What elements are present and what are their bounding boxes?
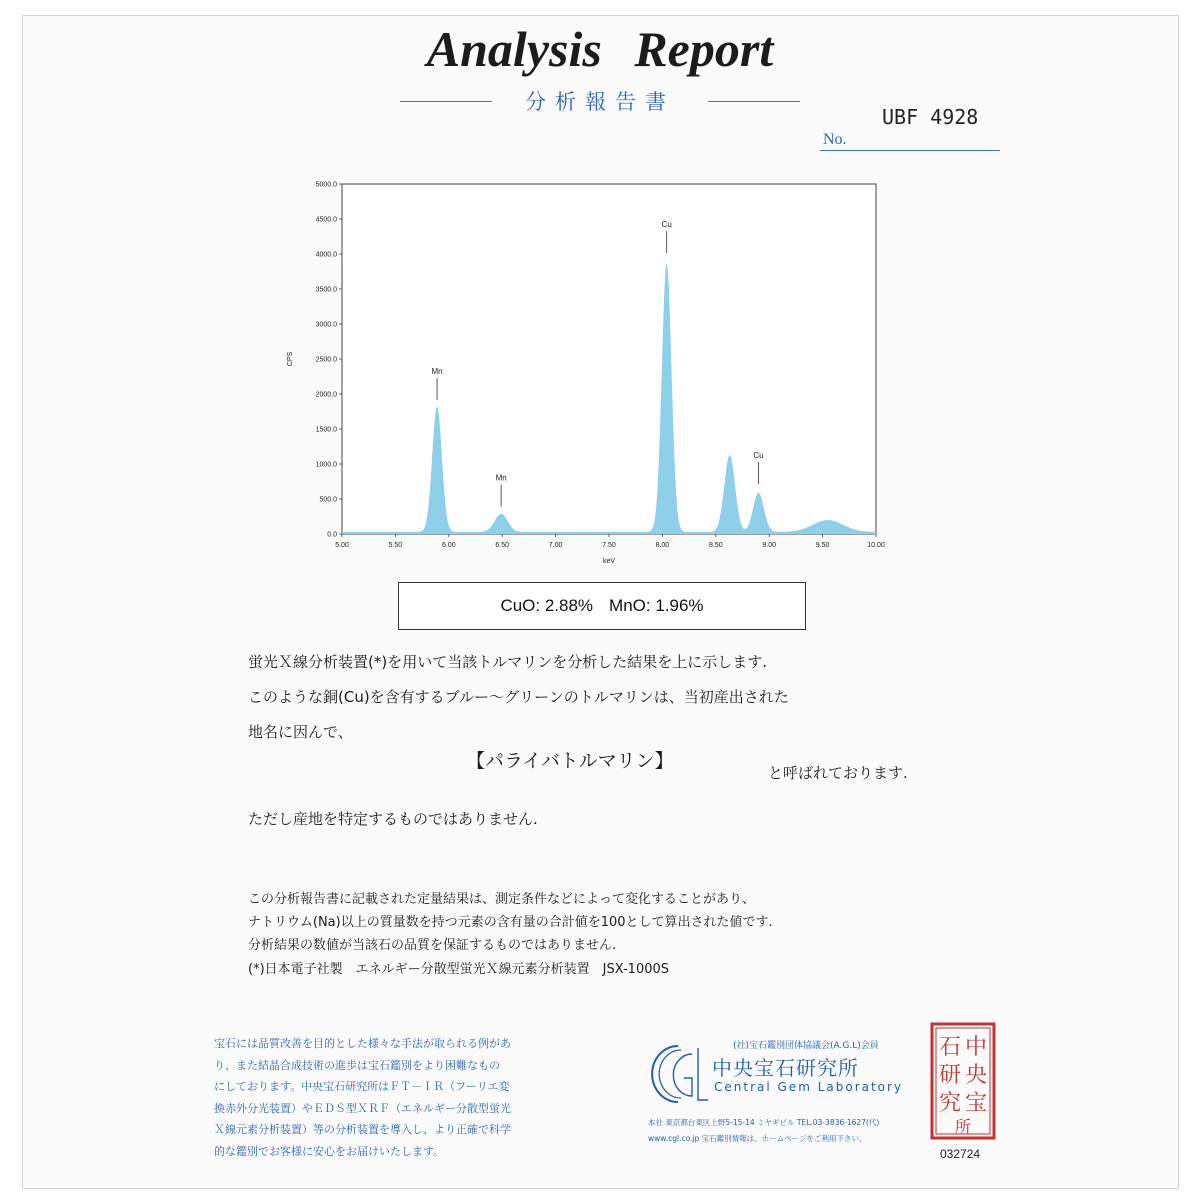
red-seal-stamp	[930, 1022, 996, 1140]
body-line-2: このような銅(Cu)を含有するブルー〜グリーンのトルマリンは、当初産出された	[248, 688, 789, 706]
y-tick-label: 1000.0	[315, 461, 337, 469]
peak-label: Cu	[753, 451, 764, 460]
body-line-1: 蛍光Ｘ線分析装置(*)を用いて当該トルマリンを分析した結果を上に示します.	[248, 653, 767, 671]
x-tick-label: 9.00	[762, 542, 777, 549]
body-line-4: と呼ばれております.	[768, 764, 908, 782]
disclaimer-footnote	[214, 1033, 511, 1162]
subtitle-rule-right	[708, 101, 800, 102]
x-tick-label: 6.00	[441, 542, 456, 549]
peak-label: Mn	[431, 367, 443, 376]
y-tick-label: 4500.0	[315, 216, 337, 224]
y-axis-ticks	[316, 182, 342, 539]
y-tick-label: 4000.0	[315, 251, 337, 259]
svg-text:究: 究	[938, 1091, 962, 1116]
y-tick-label: 2000.0	[315, 391, 337, 399]
x-tick-label: 7.50	[602, 542, 616, 549]
x-tick-label: 5.50	[388, 542, 403, 549]
x-tick-label: 6.50	[495, 542, 510, 549]
y-tick-label: 2500.0	[315, 356, 337, 364]
note-line-3: 分析結果の数値が当該石の品質を保証するものではありません.	[248, 938, 617, 953]
y-tick-label: 5000.0	[315, 181, 337, 189]
lab-name: 中央宝石研究所	[712, 1056, 859, 1080]
cuo-result: CuO: 2.88%	[500, 596, 594, 615]
footnote-line: 的な鑑別でお客様に安心をお届けいたします。	[214, 1144, 445, 1158]
y-axis-label: CPS	[287, 351, 294, 367]
x-tick-label: 10.00	[867, 542, 885, 549]
lab-address: 本社 東京都台東区上野5-15-14 ミヤギビル TEL.03-3836-1627(代)	[648, 1118, 880, 1127]
agl-member-label: (社)宝石鑑別団体協議会(A.G.L)会員	[733, 1041, 879, 1051]
footnote-line: Ｘ線元素分析装置）等の分析装置を導入し、より正確で科学	[214, 1123, 511, 1136]
footnote-line: にしております。中央宝石研究所はＦＴ－ＩＲ（フーリエ変	[214, 1080, 510, 1093]
y-tick-label: 500.0	[319, 496, 337, 504]
footnote-line: 換赤外分光装置）やＥＤＳ型ＸＲＦ（エネルギー分散型蛍光	[214, 1101, 511, 1115]
mno-result: MnO: 1.96%	[609, 596, 704, 615]
composition-result-box	[398, 582, 806, 630]
x-axis-label: keV	[602, 558, 616, 565]
y-tick-label: 1500.0	[315, 426, 337, 434]
plot-frame	[342, 184, 876, 534]
report-subtitle: 分析報告書	[525, 90, 675, 114]
y-tick-label: 0.0	[327, 531, 337, 539]
note-line-1: この分析報告書に記載された定量結果は、測定条件などによって変化することがあり、	[248, 892, 756, 907]
x-tick-label: 5.00	[335, 542, 349, 549]
xrf-spectrum-chart	[280, 176, 900, 576]
cgl-logo	[648, 1040, 710, 1108]
x-axis-ticks	[335, 534, 885, 549]
body-line-3: 地名に因んで、	[248, 723, 353, 741]
lab-website: www.cgl.co.jp 宝石鑑別情報は、ホームページをご利用下さい。	[648, 1134, 867, 1143]
report-number-label: No.	[823, 131, 847, 148]
x-tick-label: 8.00	[655, 542, 670, 549]
report-title: Analysis Report	[426, 21, 774, 77]
peak-label: Mn	[495, 473, 507, 483]
y-tick-label: 3000.0	[315, 321, 337, 329]
footnote-line: 宝石には品質改善を目的とした様々な手法が取られる例があ	[214, 1037, 511, 1050]
report-number-rule	[820, 150, 1000, 151]
svg-text:央: 央	[964, 1063, 988, 1088]
svg-text:所: 所	[954, 1117, 972, 1136]
body-line-5: ただし産地を特定するものではありません.	[248, 810, 538, 828]
svg-text:中: 中	[964, 1035, 988, 1060]
serial-number: 032724	[940, 1147, 981, 1161]
gem-name: 【パライバトルマリン】	[466, 750, 674, 772]
svg-text:宝: 宝	[964, 1091, 988, 1116]
lab-name-english: Central Gem Laboratory	[714, 1080, 904, 1094]
chart-frame	[342, 184, 876, 534]
peak-label: Cu	[661, 220, 672, 229]
note-line-2: ナトリウム(Na)以上の質量数を持つ元素の含有量の合計値を100として算出された値です.	[248, 915, 773, 930]
y-tick-label: 3500.0	[315, 286, 337, 294]
svg-text:研: 研	[938, 1063, 962, 1088]
x-tick-label: 9.50	[815, 542, 830, 549]
subtitle-row	[400, 86, 800, 116]
footnote-line: り、また結晶合成技術の進歩は宝石鑑別をより困難なもの	[214, 1058, 500, 1072]
note-line-4: (*)日本電子社製 エネルギー分散型蛍光Ｘ線元素分析装置 JSX-1000S	[248, 962, 670, 977]
x-tick-label: 8.50	[708, 542, 723, 549]
report-number: UBF 4928	[882, 105, 979, 129]
x-tick-label: 7.00	[548, 542, 563, 549]
svg-text:石: 石	[938, 1035, 962, 1060]
